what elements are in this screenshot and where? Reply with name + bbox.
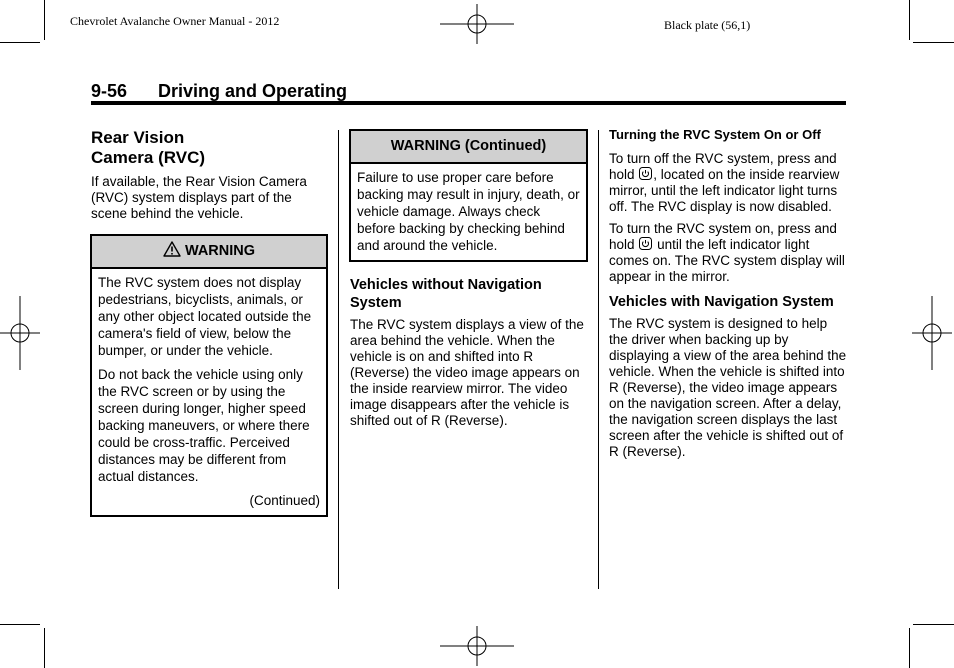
crop-mark [913,42,954,43]
page-number: 9-56 [91,81,128,101]
warning-body [92,269,326,515]
body-paragraph: The RVC system displays a view of the area behind the vehicle. When the vehicle is on and shifted into R (Reverse) the video image appears on the inside rearview mirror. The video image disappears after the vehicle is shifted out of R (Reverse). [350,317,584,428]
intro-paragraph: If available, the Rear Vision Camera (RVC) system displays part of the scene behind the vehicle. [91,174,307,221]
crop-mark [0,42,40,43]
continued-note: (Continued) [249,493,320,508]
column-3 [609,127,849,466]
power-button-icon [639,167,652,180]
registration-mark-top [440,4,514,44]
section-title: Driving and Operating [158,81,348,101]
subheading-on-off: Turning the RVC System On or Off [609,127,821,142]
subheading-no-nav: Vehicles without Navigation System [350,277,542,311]
section-heading [91,81,846,102]
warning-paragraph: Do not back the vehicle using only the RVC screen or by using the screen during longer, higher speed backing maneuvers, or where there could be cross-traffic. Perceived distances may be different from actual distances. [98,367,310,484]
crop-mark [913,624,954,625]
registration-mark-bottom [440,626,514,666]
warning-continued-body [351,164,586,260]
turn-off-paragraph: To turn off the RVC system, press and hold , located on the inside rearview mirror, until the left indicator light turns off. The RVC display is now disabled. [609,151,840,214]
page-title: Rear Vision Camera (RVC) [91,128,206,167]
warning-triangle-icon [163,241,181,257]
crop-mark [0,624,40,625]
crop-mark [44,628,45,668]
section-rule [91,101,846,105]
column-2 [350,276,586,435]
power-button-icon [639,237,652,250]
body-paragraph: The RVC system is designed to help the driver when backing up by displaying a view of the area behind the vehicle. When the vehicle is shifted into R (Reverse), the video image appears on the navigation screen. After a delay, the navigation screen displays the last screen after the vehicle is shifted out of R (Reverse). [609,316,847,459]
warning-continued-header: WARNING (Continued) [351,131,586,164]
crop-mark [44,0,45,40]
document-title: Chevrolet Avalanche Owner Manual - 2012 [70,14,280,28]
crop-mark [909,0,910,40]
registration-mark-right [912,296,952,370]
warning-header: WARNING [92,236,326,269]
warning-continued-box [349,129,588,262]
column-divider [338,130,339,589]
crop-mark [909,628,910,668]
registration-mark-left [0,296,40,370]
subheading-with-nav: Vehicles with Navigation System [609,294,834,310]
column-1 [91,128,328,228]
column-divider [598,130,599,589]
warning-paragraph: The RVC system does not display pedestrians, bicyclists, animals, or any other object located outside the camera's field of view, below the bumper, or under the vehicle. [98,275,312,358]
plate-label: Black plate (56,1) [664,18,751,32]
warning-paragraph: Failure to use proper care before backing may result in injury, death, or vehicle damage. Always check before backing by checking behind and around the vehicle. [357,170,580,253]
warning-box [90,234,328,517]
turn-on-paragraph: To turn the RVC system on, press and hold until the left indicator light comes on. The RVC system display will appear in the mirror. [609,221,845,284]
